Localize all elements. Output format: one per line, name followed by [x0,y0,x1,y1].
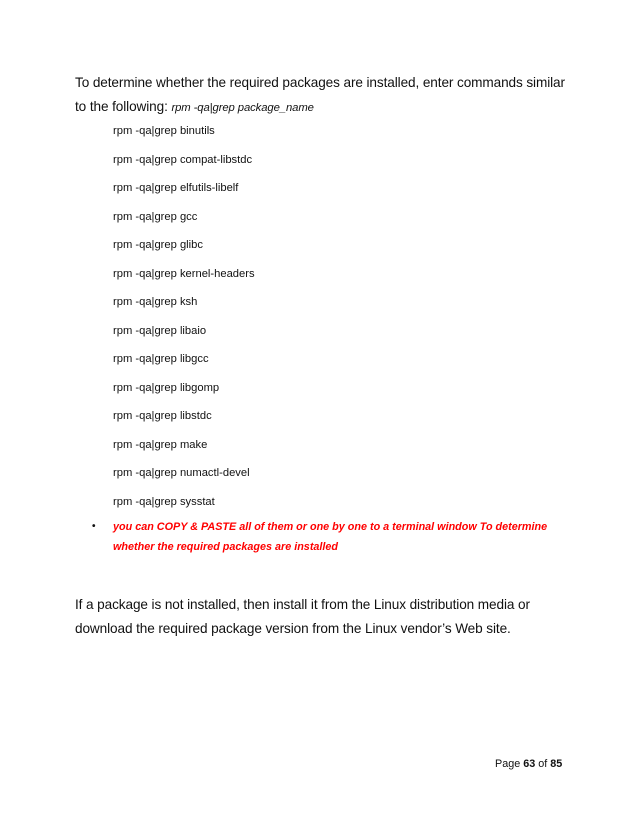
command-line: rpm -qa|grep numactl-devel [113,467,250,479]
note-text: you can COPY & PASTE all of them or one by one to a terminal window To determine whether the required packages are installed [113,521,548,553]
command-list [113,123,255,522]
page-number: 63 [523,758,536,770]
intro-paragraph [75,71,575,120]
command-line: rpm -qa|grep gcc [113,210,198,223]
command-line: rpm -qa|grep sysstat [113,495,215,508]
page-footer [495,758,562,770]
of-label: of [538,758,548,770]
command-line: rpm -qa|grep ksh [113,296,198,308]
command-line: rpm -qa|grep libgomp [113,381,220,394]
total-pages: 85 [550,758,563,770]
outro-text: If a package is not installed, then install it from the Linux distribution media or download the required package version from the Linux vendor’s Web site. [75,597,530,636]
command-line: rpm -qa|grep libgcc [113,353,209,365]
command-line: rpm -qa|grep libaio [113,324,207,337]
command-line: rpm -qa|grep make [113,438,208,451]
intro-text: To determine whether the required packages are installed, enter commands similar to the following: [75,75,565,114]
command-line: rpm -qa|grep glibc [113,239,203,251]
command-line: rpm -qa|grep elfutils-libelf [113,182,239,194]
command-line: rpm -qa|grep binutils [113,125,215,137]
outro-paragraph [75,593,575,641]
command-example: rpm -qa|grep package_name [171,102,314,114]
bullet-icon: • [92,521,96,532]
command-line: rpm -qa|grep kernel-headers [113,267,255,280]
command-line: rpm -qa|grep libstdc [113,410,212,422]
copy-paste-note [92,517,572,557]
page-label: Page [495,758,521,770]
command-line: rpm -qa|grep compat-libstdc [113,153,253,166]
